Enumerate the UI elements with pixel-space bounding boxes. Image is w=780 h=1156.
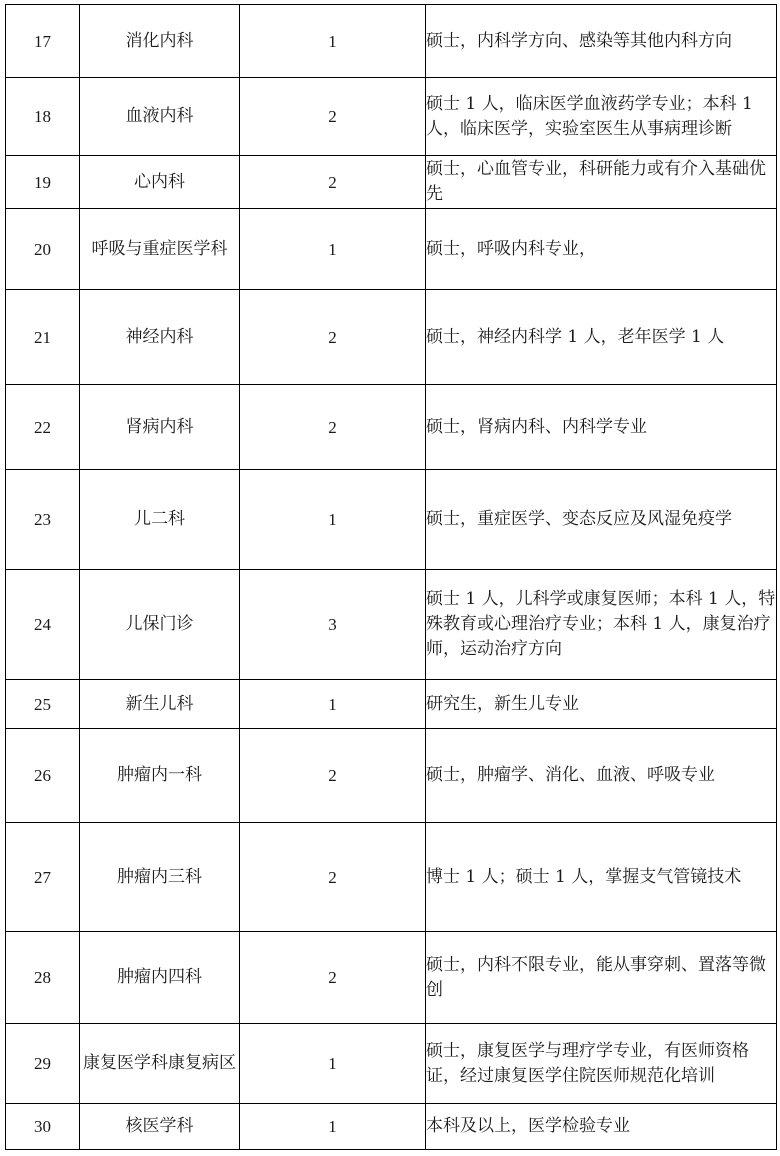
row-number: 24 bbox=[6, 570, 80, 680]
department-name: 呼吸与重症医学科 bbox=[80, 209, 240, 290]
row-number: 20 bbox=[6, 209, 80, 290]
department-name: 儿保门诊 bbox=[80, 570, 240, 680]
row-number: 26 bbox=[6, 729, 80, 823]
requirements: 硕士，重症医学、变态反应及风湿免疫学 bbox=[426, 470, 777, 570]
requirements: 硕士，呼吸内科专业， bbox=[426, 209, 777, 290]
table-row bbox=[6, 823, 777, 932]
table-row bbox=[6, 78, 777, 156]
headcount: 1 bbox=[240, 680, 426, 729]
table-row bbox=[6, 385, 777, 470]
table-row bbox=[6, 470, 777, 570]
table-row bbox=[6, 5, 777, 78]
table-body bbox=[6, 5, 777, 1150]
requirements: 硕士，内科学方向、感染等其他内科方向 bbox=[426, 5, 777, 78]
headcount: 2 bbox=[240, 156, 426, 209]
table-row bbox=[6, 290, 777, 385]
row-number: 27 bbox=[6, 823, 80, 932]
table-row bbox=[6, 570, 777, 680]
requirements: 硕士 1 人，临床医学血液药学专业；本科 1 人，临床医学，实验室医生从事病理诊断 bbox=[426, 78, 777, 156]
department-name: 儿二科 bbox=[80, 470, 240, 570]
table-row bbox=[6, 1024, 777, 1104]
table-row bbox=[6, 209, 777, 290]
requirements: 硕士，康复医学与理疗学专业，有医师资格证，经过康复医学住院医师规范化培训 bbox=[426, 1024, 777, 1104]
department-name: 血液内科 bbox=[80, 78, 240, 156]
table-row bbox=[6, 932, 777, 1024]
headcount: 1 bbox=[240, 5, 426, 78]
row-number: 21 bbox=[6, 290, 80, 385]
row-number: 30 bbox=[6, 1104, 80, 1150]
headcount: 1 bbox=[240, 1024, 426, 1104]
requirements: 硕士，肿瘤学、消化、血液、呼吸专业 bbox=[426, 729, 777, 823]
row-number: 28 bbox=[6, 932, 80, 1024]
headcount: 2 bbox=[240, 823, 426, 932]
headcount: 2 bbox=[240, 729, 426, 823]
department-name: 神经内科 bbox=[80, 290, 240, 385]
department-name: 核医学科 bbox=[80, 1104, 240, 1150]
department-name: 肿瘤内四科 bbox=[80, 932, 240, 1024]
row-number: 29 bbox=[6, 1024, 80, 1104]
requirements: 硕士，神经内科学 1 人，老年医学 1 人 bbox=[426, 290, 777, 385]
department-name: 心内科 bbox=[80, 156, 240, 209]
requirements: 硕士，肾病内科、内科学专业 bbox=[426, 385, 777, 470]
headcount: 2 bbox=[240, 932, 426, 1024]
requirements: 本科及以上，医学检验专业 bbox=[426, 1104, 777, 1150]
table-row bbox=[6, 729, 777, 823]
headcount: 1 bbox=[240, 209, 426, 290]
table-row bbox=[6, 156, 777, 209]
department-name: 肿瘤内一科 bbox=[80, 729, 240, 823]
headcount: 3 bbox=[240, 570, 426, 680]
row-number: 23 bbox=[6, 470, 80, 570]
row-number: 17 bbox=[6, 5, 80, 78]
requirements: 研究生，新生儿专业 bbox=[426, 680, 777, 729]
headcount: 2 bbox=[240, 290, 426, 385]
requirements: 硕士 1 人，儿科学或康复医师；本科 1 人，特殊教育或心理治疗专业；本科 1 人，康复治疗师，运动治疗方向 bbox=[426, 570, 777, 680]
requirements: 博士 1 人；硕士 1 人，掌握支气管镜技术 bbox=[426, 823, 777, 932]
department-name: 肾病内科 bbox=[80, 385, 240, 470]
department-name: 新生儿科 bbox=[80, 680, 240, 729]
recruitment-table bbox=[5, 4, 777, 1150]
headcount: 2 bbox=[240, 385, 426, 470]
requirements: 硕士，心血管专业，科研能力或有介入基础优先 bbox=[426, 156, 777, 209]
headcount: 2 bbox=[240, 78, 426, 156]
row-number: 25 bbox=[6, 680, 80, 729]
department-name: 肿瘤内三科 bbox=[80, 823, 240, 932]
requirements: 硕士，内科不限专业，能从事穿刺、置落等微创 bbox=[426, 932, 777, 1024]
headcount: 1 bbox=[240, 1104, 426, 1150]
table-row bbox=[6, 680, 777, 729]
headcount: 1 bbox=[240, 470, 426, 570]
row-number: 19 bbox=[6, 156, 80, 209]
department-name: 消化内科 bbox=[80, 5, 240, 78]
department-name: 康复医学科康复病区 bbox=[80, 1024, 240, 1104]
table-row bbox=[6, 1104, 777, 1150]
row-number: 22 bbox=[6, 385, 80, 470]
row-number: 18 bbox=[6, 78, 80, 156]
